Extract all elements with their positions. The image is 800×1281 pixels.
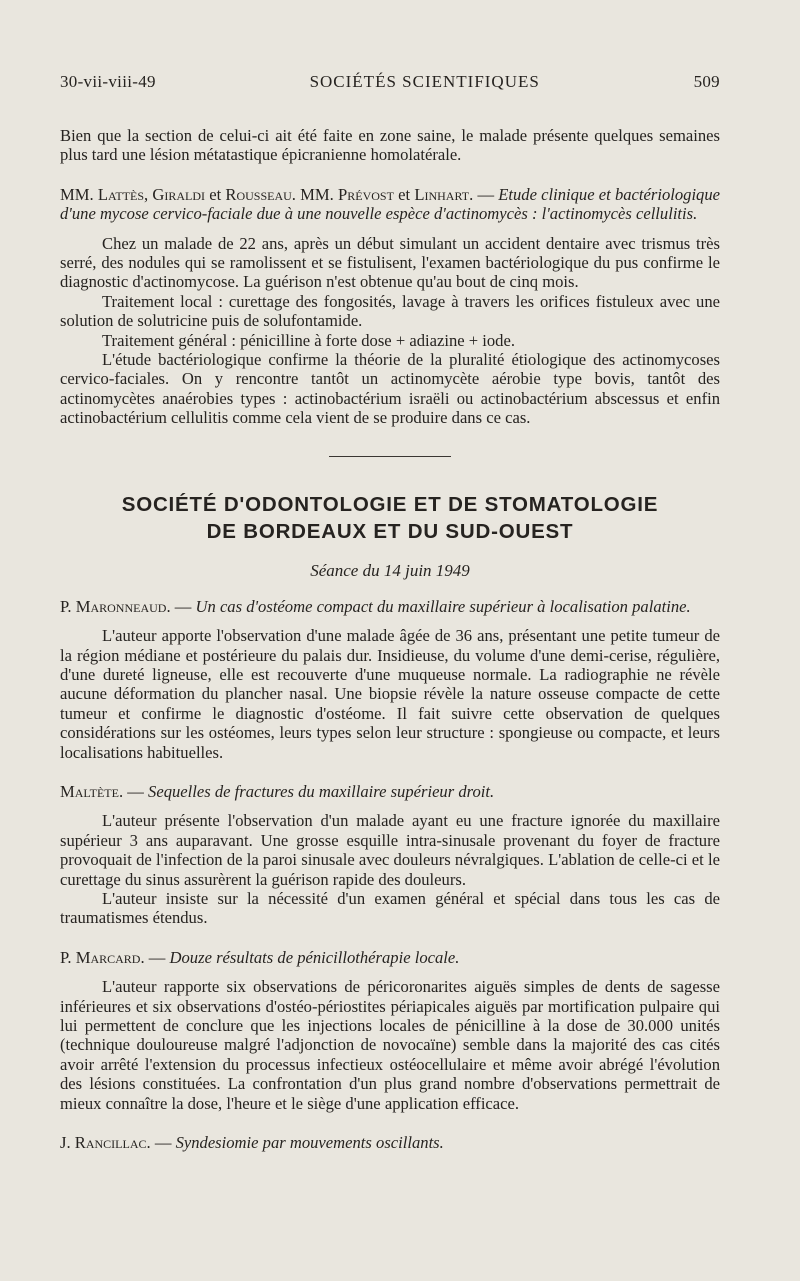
intro-paragraph: Bien que la section de celui-ci ait été faite en zone saine, le malade présente quelques semaines plus tard une lésion métatastique épicranienne homolatérale.: [60, 126, 720, 165]
entry-marcard: [60, 948, 720, 1113]
author-names: Maltète.: [60, 781, 124, 801]
seance-date: 14 juin 1949: [383, 560, 470, 580]
body-paragraph: L'étude bactériologique confirme la théorie de la pluralité étiologique des actinomycoses cervico-faciales. On y rencontre tantôt un actinomycète aérobie type bovis, tantôt des actinomycètes anaérobies types : actinobactérium israëli ou actinobactérium abscessus et enfin actinobactérium cellulitis comme cela vient de se produire dans ce cas.: [60, 350, 720, 428]
author-names: Prévost: [338, 184, 394, 204]
author-names: Lattès, Giraldi: [97, 184, 205, 204]
conjunction: et: [209, 184, 222, 204]
entry-heading: [60, 597, 720, 616]
entry-title: Douze résultats de pénicillothérapie locale.: [169, 947, 460, 967]
body-paragraph: L'auteur insiste sur la nécessité d'un examen général et spécial dans tous les cas de traumatismes étendus.: [60, 888, 720, 928]
dash: —: [174, 596, 192, 616]
entry-heading: [60, 782, 720, 801]
author-initial: J.: [60, 1133, 71, 1153]
author-prefix: MM.: [60, 184, 94, 204]
entry-heading: [60, 185, 720, 224]
page-number: 509: [693, 72, 720, 91]
author-names: Maronneaud.: [75, 596, 171, 616]
conjunction: et: [398, 184, 411, 204]
author-names: Marcard.: [75, 947, 145, 967]
dash: —: [477, 184, 495, 204]
seance-label: Séance du: [310, 560, 380, 580]
entry-title: Un cas d'ostéome compact du maxillaire supérieur à localisation palatine.: [195, 596, 691, 616]
entry-heading: [60, 948, 720, 967]
header-section: SOCIÉTÉS SCIENTIFIQUES: [309, 72, 540, 91]
society-title-line1: SOCIÉTÉ D'ODONTOLOGIE ET DE STOMATOLOGIE: [121, 492, 659, 516]
author-names: Rancillac.: [74, 1133, 151, 1153]
entry-maltete: [60, 782, 720, 928]
body-paragraph: Traitement général : pénicilline à forte dose + adiazine + iode.: [102, 330, 515, 350]
author-names: Linhart.: [414, 184, 474, 204]
dash: —: [127, 781, 144, 801]
body-paragraph: Chez un malade de 22 ans, après un début simulant un accident dentaire avec trismus très serré, des nodules qui se ramolissent et se fistulisent, l'examen bactériologique du pus confirme le diagnostic d'actinomycose. La guérison n'est obtenue qu'au bout de cinq mois.: [60, 233, 720, 292]
seance-line: [60, 561, 720, 581]
section-divider: [329, 456, 451, 457]
author-names: Rousseau.: [225, 184, 296, 204]
entry-rancillac: [60, 1133, 720, 1152]
body-paragraph: L'auteur présente l'observation d'un malade ayant eu une fracture ignorée du maxillaire supérieur 3 ans auparavant. Une grosse esquille intra-sinusale provenant du foyer de fracture provoquait de l'infection de la paroi sinusale avec douleurs névralgiques. L'ablation de celle-ci et le curettage du sinus assurèrent la guérison rapide des douleurs.: [60, 811, 720, 889]
header-date: 30-vii-viii-49: [60, 72, 156, 91]
author-initial: P.: [60, 596, 72, 616]
dash: —: [154, 1133, 172, 1153]
entry-lattes: [60, 185, 720, 428]
entry-title: Sequelles de fractures du maxillaire supérieur droit.: [148, 781, 495, 801]
society-title-line2: DE BORDEAUX ET DU SUD-OUEST: [206, 519, 574, 543]
running-header: [60, 72, 720, 92]
dash: —: [148, 947, 166, 967]
author-initial: P.: [60, 947, 72, 967]
entry-title: Etude clinique et bactériologique d'une mycose cervico-faciale due à une nouvelle espèce d'actinomycès : l'actinomycès cellulitis.: [60, 184, 721, 224]
entry-title: Syndesiomie par mouvements oscillants.: [175, 1133, 444, 1153]
entry-heading: [60, 1133, 720, 1152]
body-paragraph: Traitement local : curettage des fongosités, lavage à travers les orifices fistuleux avec une solution de solutricine puis de solufontamide.: [60, 291, 720, 331]
body-paragraph: L'auteur apporte l'observation d'une malade âgée de 36 ans, présentant une petite tumeur de la région médiane et postérieure du palais dur. Insidieuse, du volume d'une demi-cerise, régulière, d'une dureté ligneuse, elle est recouverte d'une muqueuse normale. La radiographie ne révèle aucune déformation du plancher nasal. Une biopsie révèle la nature osseuse compacte de cette tumeur et confirme le diagnostic d'ostéome. Il fait suivre cette observation de quelques considérations sur les ostéomes, leurs types selon leur structure : spongieuse ou compacte, et leurs localisations habituelles.: [60, 626, 720, 762]
entry-maronneaud: [60, 597, 720, 762]
body-paragraph: L'auteur rapporte six observations de péricoronarites aiguës simples de dents de sagesse inférieures et six observations d'ostéo-périostites périapicales aiguës par mortification pulpaire qui lui permettent de conclure que les injections locales de pénicilline à la dose de 30.000 unités (technique douloureuse malgré l'adjonction de novocaïne) semble dans la majorité des cas cités avoir arrêté l'extension du processus infectieux ostéocellulaire et même avoir abrégé l'évolution des lésions constituées. La confrontation d'un plus grand nombre d'observations permettrait de mieux connaître la dose, l'heure et le siège d'une application efficace.: [60, 977, 720, 1113]
author-prefix: MM.: [300, 184, 334, 204]
